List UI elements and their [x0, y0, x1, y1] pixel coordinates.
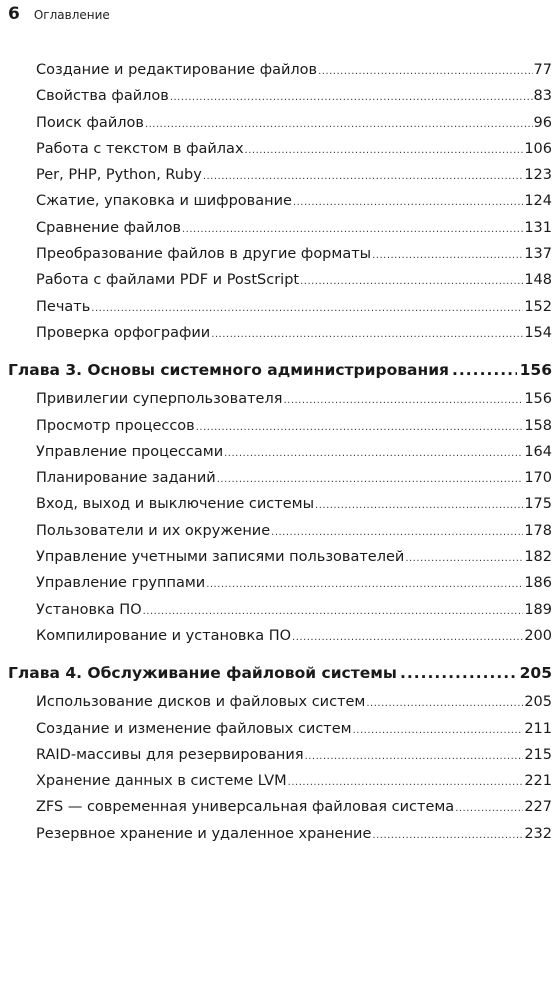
toc-entry[interactable] — [8, 220, 552, 246]
toc-entry[interactable] — [8, 444, 552, 470]
dot-leader — [372, 246, 523, 262]
chapter-heading[interactable] — [8, 664, 552, 692]
toc-entry-title: Сжатие, упаковка и шифрование — [36, 193, 292, 210]
toc-entry[interactable] — [8, 694, 552, 720]
toc-entry-page-number: 200 — [524, 627, 552, 644]
toc-entry-page-number: 227 — [524, 799, 552, 816]
toc-entry-title: Планирование заданий — [36, 470, 216, 487]
toc-entry[interactable] — [8, 773, 552, 799]
dot-leader — [288, 773, 524, 789]
toc-entry-title: Резервное хранение и удаленное хранение — [36, 825, 372, 842]
toc-entry-page-number: 211 — [524, 720, 552, 737]
toc-entry-title: Свойства файлов — [36, 88, 169, 105]
toc-entry-page-number: 156 — [524, 391, 552, 408]
dot-leader — [143, 602, 524, 618]
dot-leader — [353, 721, 524, 737]
chapter-title: Глава 3. Основы системного администрирования — [8, 361, 450, 380]
dot-leader — [455, 799, 523, 815]
toc-entry[interactable] — [8, 826, 552, 852]
chapter-page-number: 156 — [519, 361, 552, 380]
toc-entry-title: Компилирование и установка ПО — [36, 627, 292, 644]
dot-leader — [300, 272, 523, 288]
dot-leader — [366, 694, 523, 710]
toc-entry-page-number: 205 — [524, 694, 552, 711]
dot-leader — [203, 167, 523, 183]
toc-entry-title: Создание и изменение файловых систем — [36, 720, 352, 737]
toc-entry-title: Работа с текстом в файлах — [36, 140, 244, 157]
toc-entry-page-number: 158 — [524, 417, 552, 434]
toc-entry-title: RAID-массивы для резервирования — [36, 746, 304, 763]
dot-leader — [318, 62, 532, 78]
dot-leader — [271, 523, 523, 539]
toc-entry-page-number: 189 — [524, 601, 552, 618]
toc-entry-title: Использование дисков и файловых систем — [36, 694, 366, 711]
toc-entry-page-number: 83 — [533, 88, 552, 105]
toc-entry-title: Управление группами — [36, 575, 206, 592]
toc-entry[interactable] — [8, 628, 552, 654]
toc-entry-page-number: 154 — [524, 324, 552, 341]
dot-leader — [91, 299, 523, 315]
toc-entry[interactable] — [8, 391, 552, 417]
toc-entry-page-number: 106 — [524, 140, 552, 157]
toc-entry[interactable] — [8, 62, 552, 88]
dot-leader — [196, 418, 524, 434]
toc-entry[interactable] — [8, 799, 552, 825]
dot-leader — [283, 391, 523, 407]
toc-entry-page-number: 178 — [524, 522, 552, 539]
toc-entry-title: Хранение данных в системе LVM — [36, 773, 287, 790]
toc-entry[interactable] — [8, 418, 552, 444]
table-of-contents — [8, 62, 552, 852]
toc-entry-title: Преобразование файлов в другие форматы — [36, 246, 372, 263]
toc-entry[interactable] — [8, 602, 552, 628]
toc-entry-title: Просмотр процессов — [36, 417, 195, 434]
toc-entry-page-number: 170 — [524, 470, 552, 487]
toc-entry-page-number: 186 — [524, 575, 552, 592]
dot-leader — [224, 444, 523, 460]
dot-leader — [452, 361, 517, 379]
dot-leader — [315, 496, 523, 512]
dot-leader — [405, 549, 523, 565]
toc-entry[interactable] — [8, 141, 552, 167]
dot-leader — [182, 220, 523, 236]
dot-leader — [292, 628, 523, 644]
toc-entry[interactable] — [8, 115, 552, 141]
dot-leader — [400, 664, 517, 682]
toc-entry[interactable] — [8, 272, 552, 298]
toc-entry-page-number: 123 — [524, 167, 552, 184]
toc-entry-page-number: 77 — [533, 62, 552, 78]
toc-entry-page-number: 215 — [524, 746, 552, 763]
toc-entry-title: Поиск файлов — [36, 114, 144, 131]
running-head-title: Оглавление — [33, 8, 110, 22]
toc-entry-title: Проверка орфографии — [36, 324, 211, 341]
page-number: 6 — [8, 4, 20, 24]
toc-entry-title: Привилегии суперпользователя — [36, 391, 283, 408]
toc-entry-page-number: 131 — [524, 219, 552, 236]
toc-entry-title: Создание и редактирование файлов — [36, 62, 318, 78]
toc-entry-page-number: 232 — [524, 825, 552, 842]
toc-entry[interactable] — [8, 299, 552, 325]
dot-leader — [170, 88, 533, 104]
toc-entry[interactable] — [8, 549, 552, 575]
dot-leader — [211, 325, 523, 341]
toc-entry[interactable] — [8, 167, 552, 193]
toc-entry-title: Per, PHP, Python, Ruby — [36, 167, 202, 184]
toc-entry-title: Сравнение файлов — [36, 219, 181, 236]
toc-entry[interactable] — [8, 496, 552, 522]
dot-leader — [372, 826, 523, 842]
running-head — [8, 4, 110, 24]
toc-entry-title: Работа с файлами PDF и PostScript — [36, 272, 300, 289]
toc-entry[interactable] — [8, 470, 552, 496]
toc-entry-title: Пользователи и их окружение — [36, 522, 271, 539]
toc-entry[interactable] — [8, 721, 552, 747]
toc-entry[interactable] — [8, 88, 552, 114]
dot-leader — [305, 747, 524, 763]
toc-entry[interactable] — [8, 325, 552, 351]
toc-entry-title: Печать — [36, 298, 91, 315]
toc-entry-page-number: 164 — [524, 443, 552, 460]
chapter-heading[interactable] — [8, 361, 552, 389]
dot-leader — [293, 193, 523, 209]
toc-entry-title: ZFS — современная универсальная файловая система — [36, 799, 455, 816]
toc-entry-page-number: 137 — [524, 246, 552, 263]
toc-entry[interactable] — [8, 747, 552, 773]
toc-entry[interactable] — [8, 246, 552, 272]
toc-entry[interactable] — [8, 523, 552, 549]
dot-leader — [217, 470, 524, 486]
toc-entry[interactable] — [8, 575, 552, 601]
toc-entry-page-number: 221 — [524, 773, 552, 790]
dot-leader — [245, 141, 524, 157]
dot-leader — [145, 115, 533, 131]
toc-entry-page-number: 175 — [524, 496, 552, 513]
toc-entry-page-number: 96 — [533, 114, 552, 131]
dot-leader — [206, 575, 523, 591]
toc-entry[interactable] — [8, 193, 552, 219]
toc-entry-title: Установка ПО — [36, 601, 142, 618]
toc-entry-title: Вход, выход и выключение системы — [36, 496, 315, 513]
chapter-title: Глава 4. Обслуживание файловой системы — [8, 664, 397, 683]
toc-entry-page-number: 182 — [524, 549, 552, 566]
toc-entry-page-number: 124 — [524, 193, 552, 210]
toc-entry-page-number: 152 — [524, 298, 552, 315]
chapter-page-number: 205 — [519, 664, 552, 683]
toc-entry-page-number: 148 — [524, 272, 552, 289]
toc-entry-title: Управление процессами — [36, 443, 224, 460]
toc-entry-title: Управление учетными записями пользователей — [36, 549, 405, 566]
